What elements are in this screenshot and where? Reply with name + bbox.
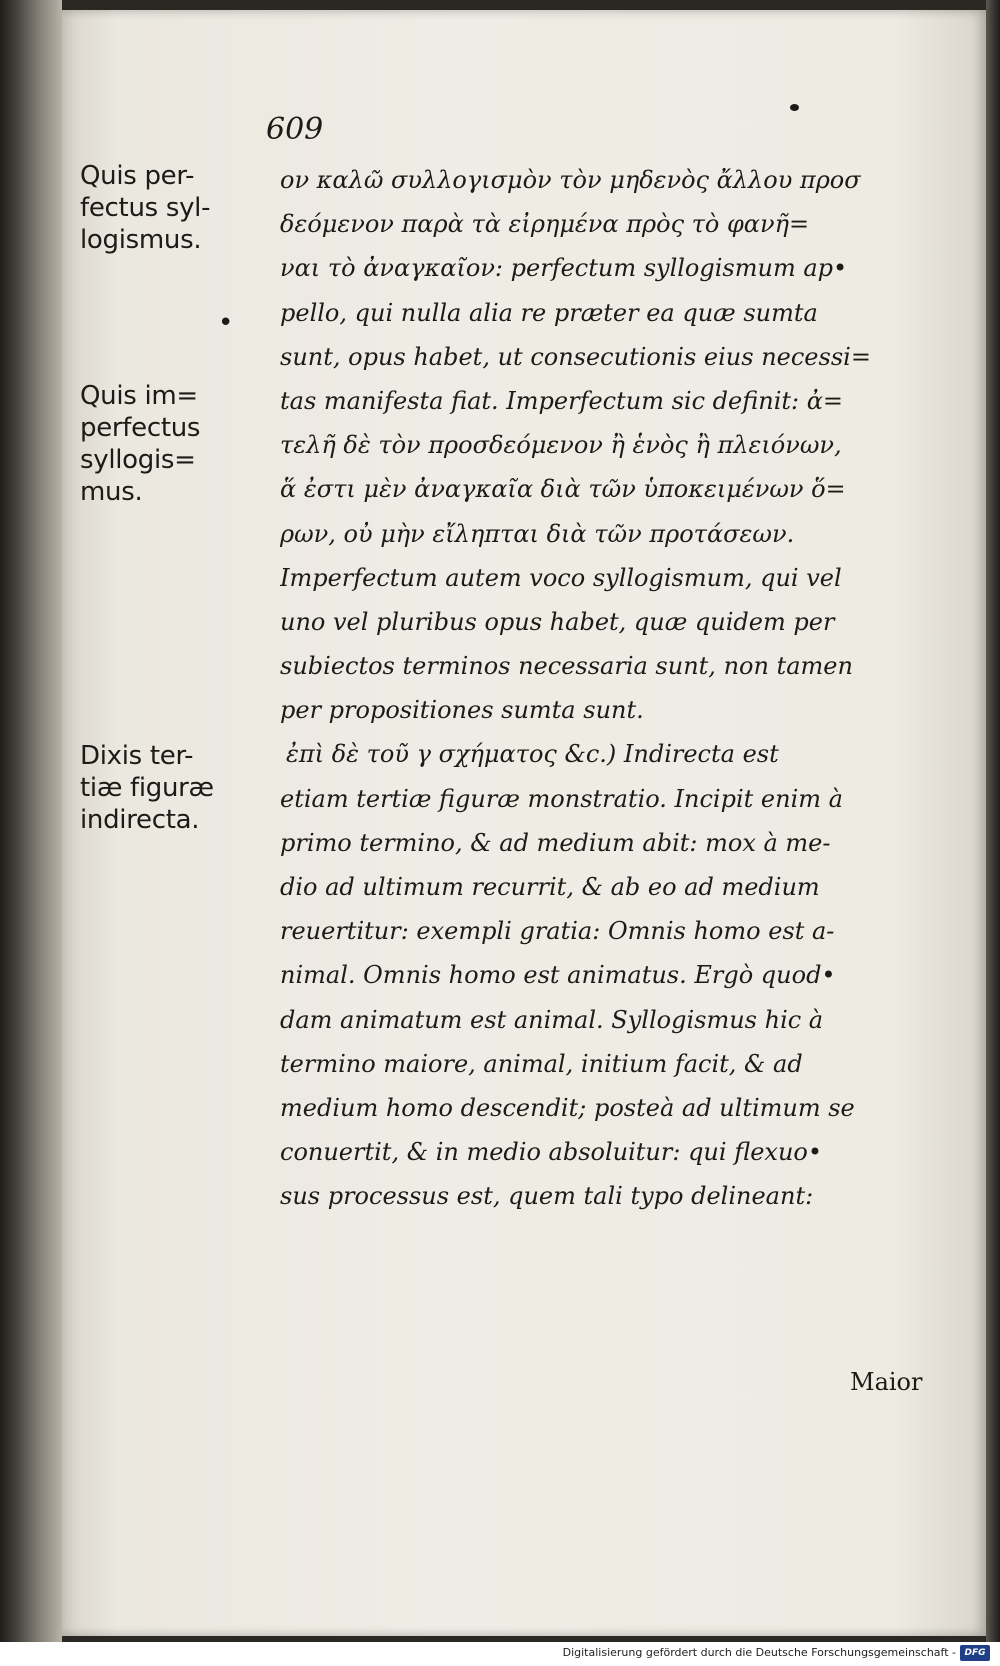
book-edge-right xyxy=(986,0,1000,1666)
text-line: etiam tertiæ figuræ monstratio. Incipit enim à xyxy=(280,784,843,813)
text-line: termino maiore, animal, initium facit, & ad xyxy=(280,1049,803,1078)
text-line: ἐπὶ δὲ τοῦ γ σχήματος &c.) Indirecta est xyxy=(286,740,779,769)
margin-note-line: fectus syl- xyxy=(80,193,211,223)
footer-credit: Digitalisierung gefördert durch die Deutsche Forschungsgemeinschaft - xyxy=(562,1646,956,1659)
text-line: ἅ ἐστι μὲν ἀναγκαῖα διὰ τῶν ὑποκειμένων ὅ= xyxy=(280,475,846,504)
margin-note-line: Quis per- xyxy=(80,161,195,191)
margin-note-imperfect-syllogism xyxy=(80,380,270,508)
margin-note-line: perfectus xyxy=(80,413,201,443)
main-text-block xyxy=(280,158,950,1219)
text-line: Imperfectum autem voco syllogismum, qui vel xyxy=(280,563,842,592)
margin-note-third-figure xyxy=(80,740,270,836)
text-line: ρων, οὐ μὴν εἴληπται διὰ τῶν προτάσεων. xyxy=(280,519,795,548)
ink-mark xyxy=(790,104,799,111)
margin-note-line: Dixis ter- xyxy=(80,741,194,771)
text-line: medium homo descendit; posteà ad ultimum se xyxy=(280,1093,855,1122)
text-line: tas manifesta fiat. Imperfectum sic definit: ἀ= xyxy=(280,386,844,415)
margin-note-line: tiæ figuræ xyxy=(80,773,214,803)
catchword: Maior xyxy=(850,1368,923,1396)
margin-note-line: logismus. xyxy=(80,225,202,255)
text-line: pello, qui nulla alia re præter ea quæ sumta xyxy=(280,298,818,327)
margin-note-line: Quis im= xyxy=(80,381,198,411)
text-line: per propositiones sumta sunt. xyxy=(280,696,644,725)
text-line: primo termino, & ad medium abit: mox à me- xyxy=(280,828,831,857)
text-line: subiectos terminos necessaria sunt, non tamen xyxy=(280,652,853,681)
margin-note-line: syllogis= xyxy=(80,445,196,475)
text-line: ον καλῶ συλλογισμὸν τὸν μηδενὸς ἄλλου προσ xyxy=(280,166,861,194)
text-line: reuertitur: exempli gratia: Omnis homo est a- xyxy=(280,917,835,946)
margin-note-line: mus. xyxy=(80,477,143,507)
text-line: ναι τὸ ἀναγκαῖον: perfectum syllogismum ap• xyxy=(280,254,848,283)
dfg-logo: DFG xyxy=(960,1645,990,1661)
text-line: sunt, opus habet, ut consecutionis eius necessi= xyxy=(280,342,871,371)
text-line: δεόμενον παρὰ τὰ εἰρημένα πρὸς τὸ φανῆ= xyxy=(280,210,810,239)
text-line: conuertit, & in medio absoluitur: qui flexuo• xyxy=(280,1138,823,1167)
text-line: nimal. Omnis homo est animatus. Ergò quod• xyxy=(280,961,836,990)
text-line: uno vel pluribus opus habet, quæ quidem per xyxy=(280,607,835,636)
margin-bullet: • xyxy=(218,308,234,338)
text-line: sus processus est, quem tali typo delineant: xyxy=(280,1182,814,1211)
text-line: τελῆ δὲ τὸν προσδεόμενον ἢ ἑνὸς ἢ πλειόνων, xyxy=(280,431,842,460)
book-edge-left xyxy=(0,0,62,1666)
margin-note-perfect-syllogism xyxy=(80,160,270,256)
text-line: dam animatum est animal. Syllogismus hic à xyxy=(280,1005,824,1034)
page-number: 609 xyxy=(266,112,324,147)
text-line: dio ad ultimum recurrit, & ab eo ad medium xyxy=(280,873,820,901)
margin-note-line: indirecta. xyxy=(80,805,200,835)
